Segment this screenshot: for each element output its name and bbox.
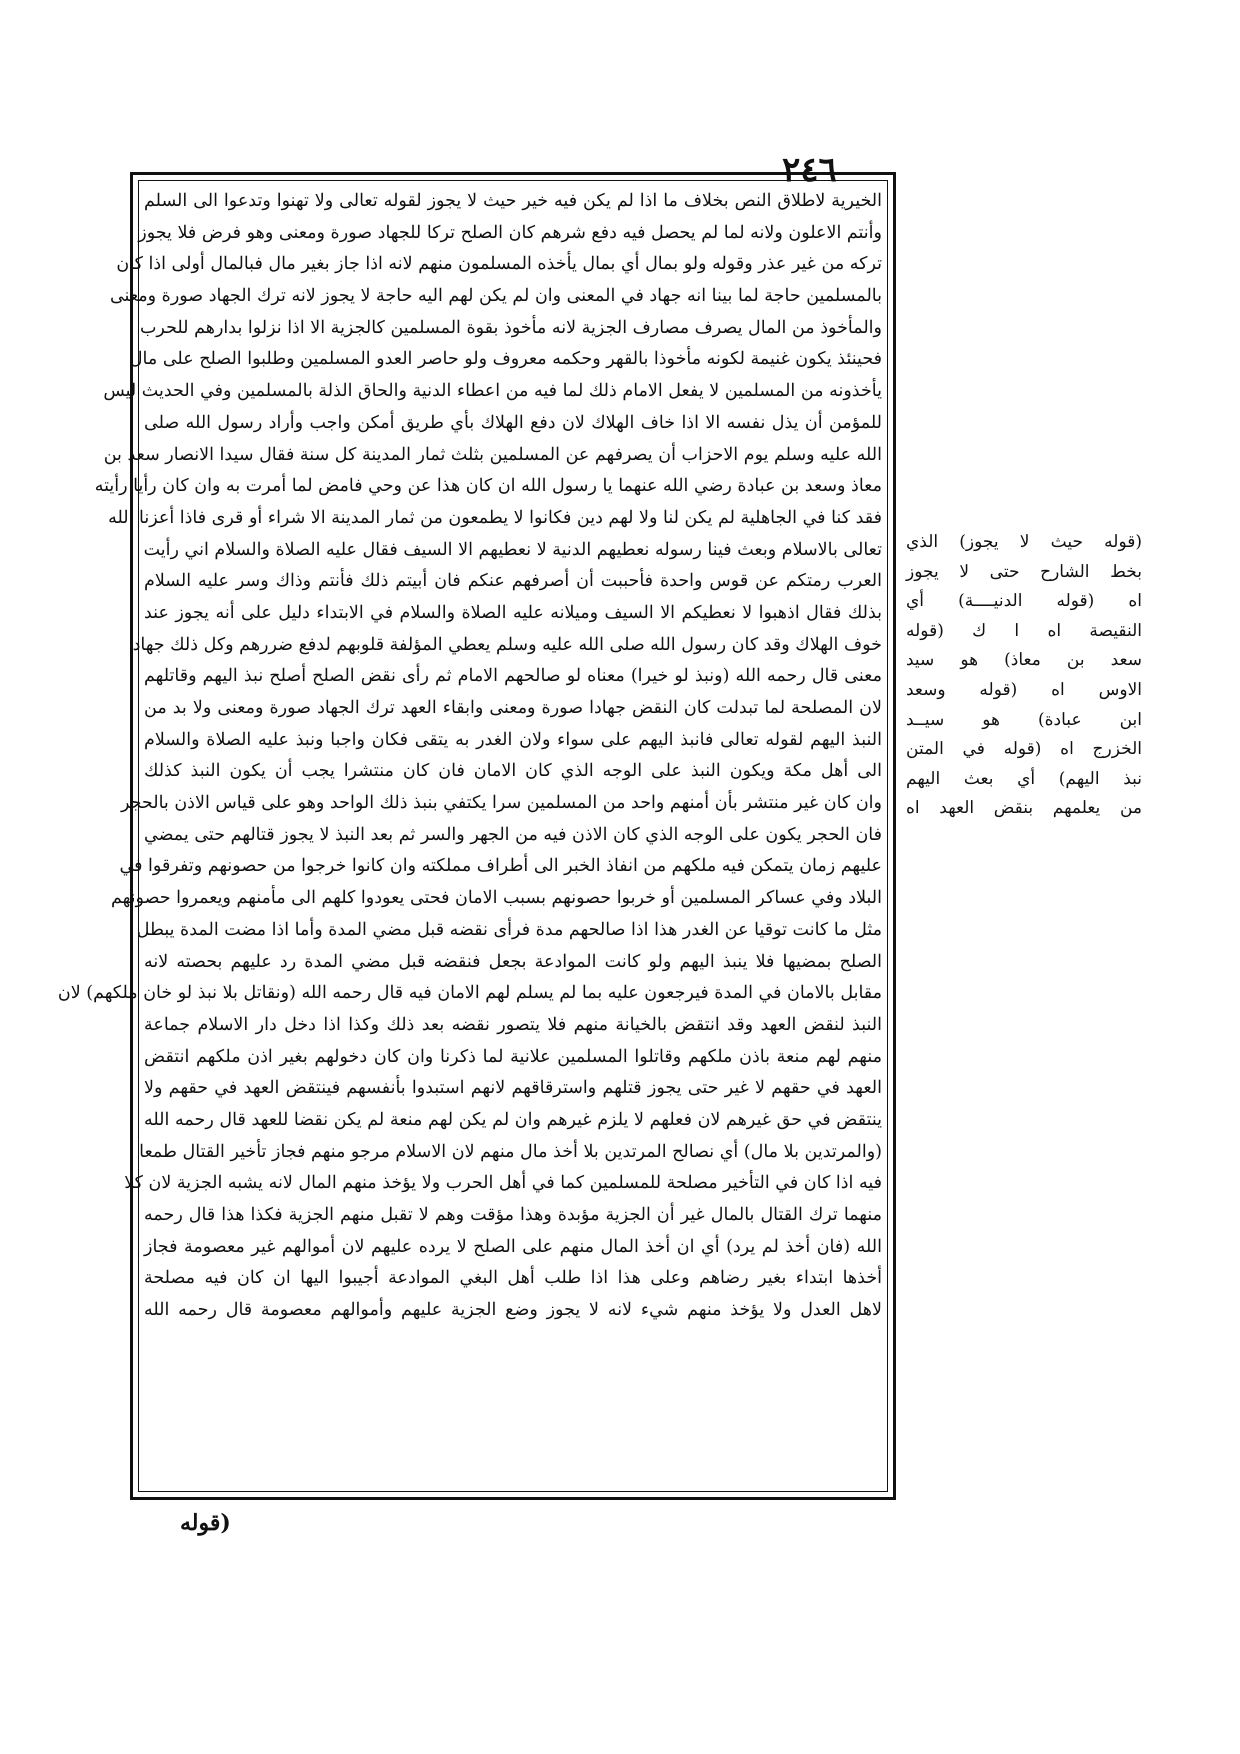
main-text-line: بذلك فقال اذهبوا لا نعطيكم الا السيف وميلانه عليه الصلاة والسلام في الابتداء دليل على أنه يجوز عند: [144, 602, 882, 623]
main-text-line: منهم لهم منعة باذن ملكهم وقاتلوا المسلمين علانية لما ذكرنا وان كان دخولهم بغير اذن ملكهم انتقض: [144, 1046, 882, 1067]
main-text-line: فيه اذا كان في التأخير مصلحة للمسلمين كما في أهل الحرب ولا يؤخذ منهم المال لانه يشبه الجزية لان كلا: [124, 1173, 882, 1194]
main-text-line: ينتقض في حق غيرهم لان فعلهم لا يلزم غيرهم وان لم يكن لهم منعة لم يكن نقضا للعهد قال رحمه الله: [144, 1109, 882, 1130]
margin-note-line: (قوله حيث لا يجوز) الذي: [906, 532, 1142, 552]
main-text-line: مقابل بالامان في المدة فيرجعون عليه بما لم يسلم لهم الامان فيه قال رحمه الله (ونقاتل بلا نبذ لو خان ملكهم) لان: [57, 983, 882, 1004]
main-text-line: الخيرية لاطلاق النص بخلاف ما اذا لم يكن فيه خير حيث لا يجوز لقوله تعالى ولا تهنوا وتدعوا الى السلم: [144, 191, 882, 211]
margin-note-line: الخزرج اه (قوله في المتن: [906, 739, 1142, 760]
margin-note-line: اه (قوله الدنيــــة) أي: [906, 591, 1142, 612]
margin-note-line: نبذ اليهم) أي بعث اليهم: [906, 768, 1142, 789]
margin-note-line: النقيصة اه ا ك (قوله: [906, 620, 1142, 641]
margin-note-line: بخط الشارح حتى لا يجوز: [906, 561, 1142, 582]
main-text-line: معنى قال رحمه الله (ونبذ لو خيرا) معناه لو صالحهم الامام ثم رأى نقض الصلح أصلح نبذ اليهم وقاتلهم: [144, 666, 882, 687]
main-text-line: لان المصلحة لما تبدلت كان النقض جهادا صورة ومعنى وابقاء العهد ترك الجهاد صورة ومعنى ولا بد من: [144, 698, 882, 718]
main-text-line: مثل ما كانت توقيا عن الغدر هذا اذا صالحهم مدة فرأى نقضه قبل مضي المدة وأما اذا مضت المدة يبطل: [136, 919, 882, 940]
main-text-line: البلاد وفي عساكر المسلمين أو خربوا حصونهم بسبب الامان فحتى يعودوا كلهم الى مأمنهم ويعمروا حصونهم: [110, 888, 882, 909]
main-text-line: فان الحجر يكون على الوجه الذي كان الاذن فيه من الجهر والسر ثم بعد النبذ لا يجوز قتالهم حتى يمضي: [144, 824, 882, 845]
main-text-line: عليهم زمان يتمكن فيه ملكهم من انفاذ الخبر الى أطراف مملكته وان كانوا خرجوا من حصونهم وتفرقوا في: [119, 856, 882, 877]
main-text-line: تركه من غير عذر وقوله ولو بمال أي بمال يأخذه المسلمون منهم لانه اذا جاز بغير مال فبالمال أولى اذا كان: [116, 254, 882, 275]
page-number: ٢٤٦: [782, 150, 837, 190]
main-text-line: النبذ اليهم لقوله تعالى فانبذ اليهم على سواء ولان الغدر به يتقى فكان واجبا ونبذ عليه الصلاة والسلام: [144, 729, 882, 750]
margin-note-line: من يعلمهم بنقض العهد اه: [906, 798, 1142, 819]
main-text-line: النبذ لنقض العهد وقد انتقض بالخيانة منهم فلا يتصور نقضه بعد ذلك وكذا اذا دخل دار الاسلام جماعة: [144, 1014, 882, 1035]
main-text-line: الله عليه وسلم يوم الاحزاب أن يصرفهم عن المسلمين بثلث ثمار المدينة كل سنة فقال سيدا الانصار سعد بن: [103, 444, 882, 465]
main-text-line: الى أهل مكة ويكون النبذ على الوجه الذي كان الامان فان كان منتشرا يجب أن يكون النبذ كذلك: [144, 761, 882, 782]
main-text-line: وان كان غير منتشر بأن أمنهم واحد من المسلمين سرا يكتفي بنبذ ذلك الواحد وهو على قياس الاذن بالحجر: [120, 793, 882, 814]
main-text-line: العرب رمتكم عن قوس واحدة فأحببت أن أصرفهم عنكم فان أبيتم ذلك فأنتم وذاك وسر عليه السلام: [144, 571, 882, 592]
main-text-line: فقد كنا في الجاهلية لم يكن لنا ولا لهم دين فكانوا لا يطمعون من ثمار المدينة الا شراء أو قرى فاذا أعزنا الله: [108, 507, 882, 528]
main-text-line: لاهل العدل ولا يؤخذ منهم شيء لانه لا يجوز وضع الجزية عليهم وأموالهم معصومة قال رحمه الله: [144, 1300, 882, 1321]
main-text-line: معاذ وسعد بن عبادة رضي الله عنهما يا رسول الله ان كان هذا عن وحي فامض لما أمرت به وان كان رأيا رأيته: [94, 476, 882, 497]
main-text-line: والمأخوذ من المال يصرف مصارف الجزية لانه مأخوذ بقوة المسلمين كالجزية الا اذا نزلوا بدارهم للحرب: [139, 317, 882, 338]
main-text-block: [57, 186, 882, 1486]
main-text-line: أخذها ابتداء بغير رضاهم وعلى هذا اذا طلب أهل البغي الموادعة أجيبوا اليها ان كان فيه مصلحة: [144, 1268, 882, 1289]
main-text-line: الله (فان أخذ لم يرد) أي ان أخذ المال منهم على الصلح لا يرده عليهم لان أموالهم غير معصومة فجاز: [144, 1236, 882, 1257]
margin-note-line: ابن عبادة) هو سيــد: [906, 709, 1142, 730]
margin-note-line: الاوس اه (قوله وسعد: [906, 679, 1142, 700]
main-text-line: تعالى بالاسلام وبعث فينا رسوله نعطيهم الدنية لا نعطيهم الا السيف فقال عليه الصلاة والسلام اني رأيت: [143, 539, 882, 560]
main-text-line: بالمسلمين حاجة لما بينا انه جهاد في المعنى وان لم يكن لهم اليه حاجة لا يجوز لانه ترك الجهاد صورة ومعنى: [109, 286, 882, 307]
main-text-line: العهد في حقهم لا غير حتى يجوز قتلهم واسترقاقهم لانهم استبدوا بأنفسهم فينتقض العهد في حقهم ولا: [144, 1078, 882, 1099]
main-text-line: فحينئذ يكون غنيمة لكونه مأخوذا بالقهر وحكمه معروف ولو حاصر العدو المسلمين وطلبوا الصلح على مال: [129, 349, 882, 370]
main-text-line: وأنتم الاعلون ولانه لما لم يحصل فيه دفع شرهم كان الصلح تركا للجهاد صورة ومعنى وهو فرض فلا يجوز: [138, 222, 882, 243]
main-text-line: الصلح بمضيها فلا ينبذ اليهم ولو كانت الموادعة بجعل فنقضه قبل مضي المدة رد عليهم بحصته لانه: [144, 951, 882, 972]
main-text-line: (والمرتدين بلا مال) أي نصالح المرتدين بلا أخذ مال منهم لان الاسلام مرجو منهم فجاز تأخير القتال طمعا: [139, 1141, 882, 1162]
main-text-line: منهما ترك القتال بالمال غير أن الجزية مؤبدة وهذا مؤقت وهم لا تقبل منهم الجزية فكذا هذا قال رحمه: [144, 1205, 882, 1225]
main-text-line: للمؤمن أن يذل نفسه الا اذا خاف الهلاك لان دفع الهلاك بأي طريق أمكن واجب وأراد رسول الله صلى: [144, 412, 882, 433]
margin-note: [906, 528, 1142, 824]
catchword: (قوله: [180, 1510, 231, 1536]
main-text-line: يأخذونه من المسلمين لا يفعل الامام ذلك لما فيه من اعطاء الدنية والحاق الذلة بالمسلمين وفي الحديث ليس: [103, 381, 882, 402]
margin-note-line: سعد بن معاذ) هو سيد: [906, 650, 1142, 671]
main-text-line: خوف الهلاك وقد كان رسول الله صلى الله عليه وسلم يعطي المؤلفة قلوبهم لدفع ضررهم وكل ذلك جهاد: [132, 634, 882, 655]
